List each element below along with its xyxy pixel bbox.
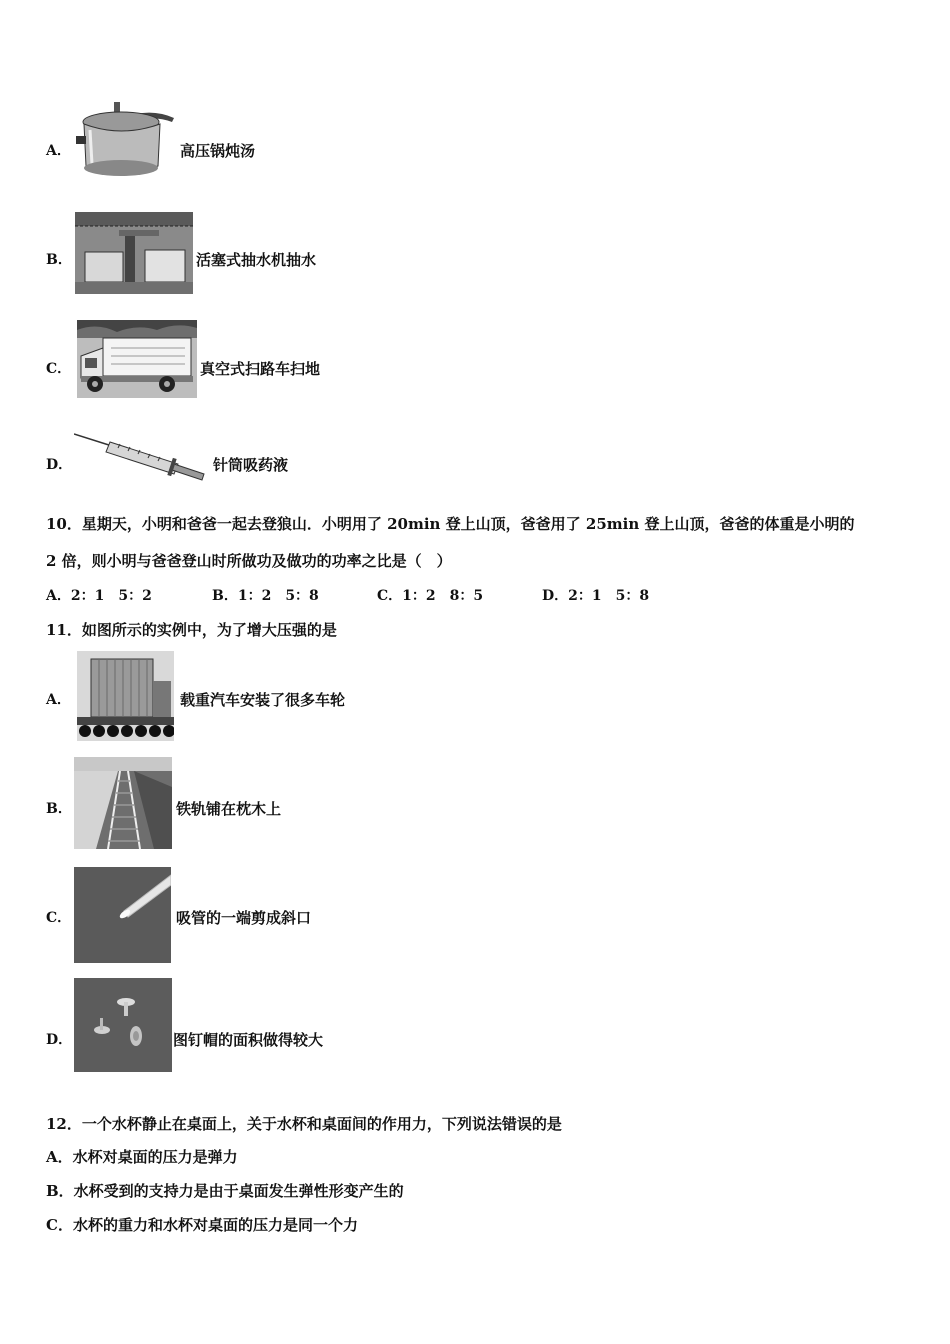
q10-option-a: A．2：1 5：2	[46, 588, 152, 604]
pressure-cooker-photo	[76, 100, 176, 182]
q12-option-b: B．水杯受到的支持力是由于桌面发生弹性形变产生的	[46, 1182, 404, 1200]
option-letter: C．	[46, 910, 72, 926]
option-letter: B．	[46, 801, 72, 817]
option-text: 真空式扫路车扫地	[200, 360, 321, 378]
q12-stem: 12．一个水杯静止在桌面上，关于水杯和桌面间的作用力，下列说法错误的是	[46, 1115, 562, 1133]
option-text: 针筒吸药液	[213, 456, 289, 474]
thumbtack-photo	[74, 978, 172, 1072]
option-text: 高压锅炖汤	[180, 142, 256, 160]
option-text: 铁轨铺在枕木上	[176, 800, 282, 818]
option-text: 图钉帽的面积做得较大	[173, 1031, 324, 1049]
option-letter: B．	[46, 252, 72, 268]
option-text: 载重汽车安装了很多车轮	[180, 691, 346, 709]
q10-stem-line1: 10．星期天，小明和爸爸一起去登狼山．小明用了 20min 登上山顶，爸爸用了 25min 登上山顶，爸爸的体重是小明的	[46, 515, 855, 533]
q10-stem-line2: 2 倍，则小明与爸爸登山时所做功及做功的功率之比是（ ）	[46, 552, 452, 570]
q10-option-d: D．2：1 5：8	[542, 588, 650, 604]
q11-stem: 11．如图所示的实例中，为了增大压强的是	[46, 621, 337, 639]
heavy-truck-photo	[77, 651, 174, 741]
option-letter: C．	[46, 361, 72, 377]
q10-option-b: B．1：2 5：8	[212, 588, 319, 604]
railway-track-photo	[74, 757, 172, 849]
straw-photo	[74, 867, 171, 963]
option-letter: A．	[46, 692, 71, 708]
vacuum-street-sweeper-photo	[77, 320, 197, 398]
option-letter: D．	[46, 457, 73, 473]
q12-option-c: C．水杯的重力和水杯对桌面的压力是同一个力	[46, 1216, 358, 1234]
syringe-photo	[74, 428, 208, 482]
q12-option-a: A．水杯对桌面的压力是弹力	[46, 1148, 238, 1166]
option-text: 活塞式抽水机抽水	[196, 251, 317, 269]
option-letter: D．	[46, 1032, 73, 1048]
piston-pump-photo	[75, 212, 193, 294]
option-letter: A．	[46, 143, 71, 159]
q10-option-c: C．1：2 8：5	[377, 588, 484, 604]
option-text: 吸管的一端剪成斜口	[176, 909, 312, 927]
